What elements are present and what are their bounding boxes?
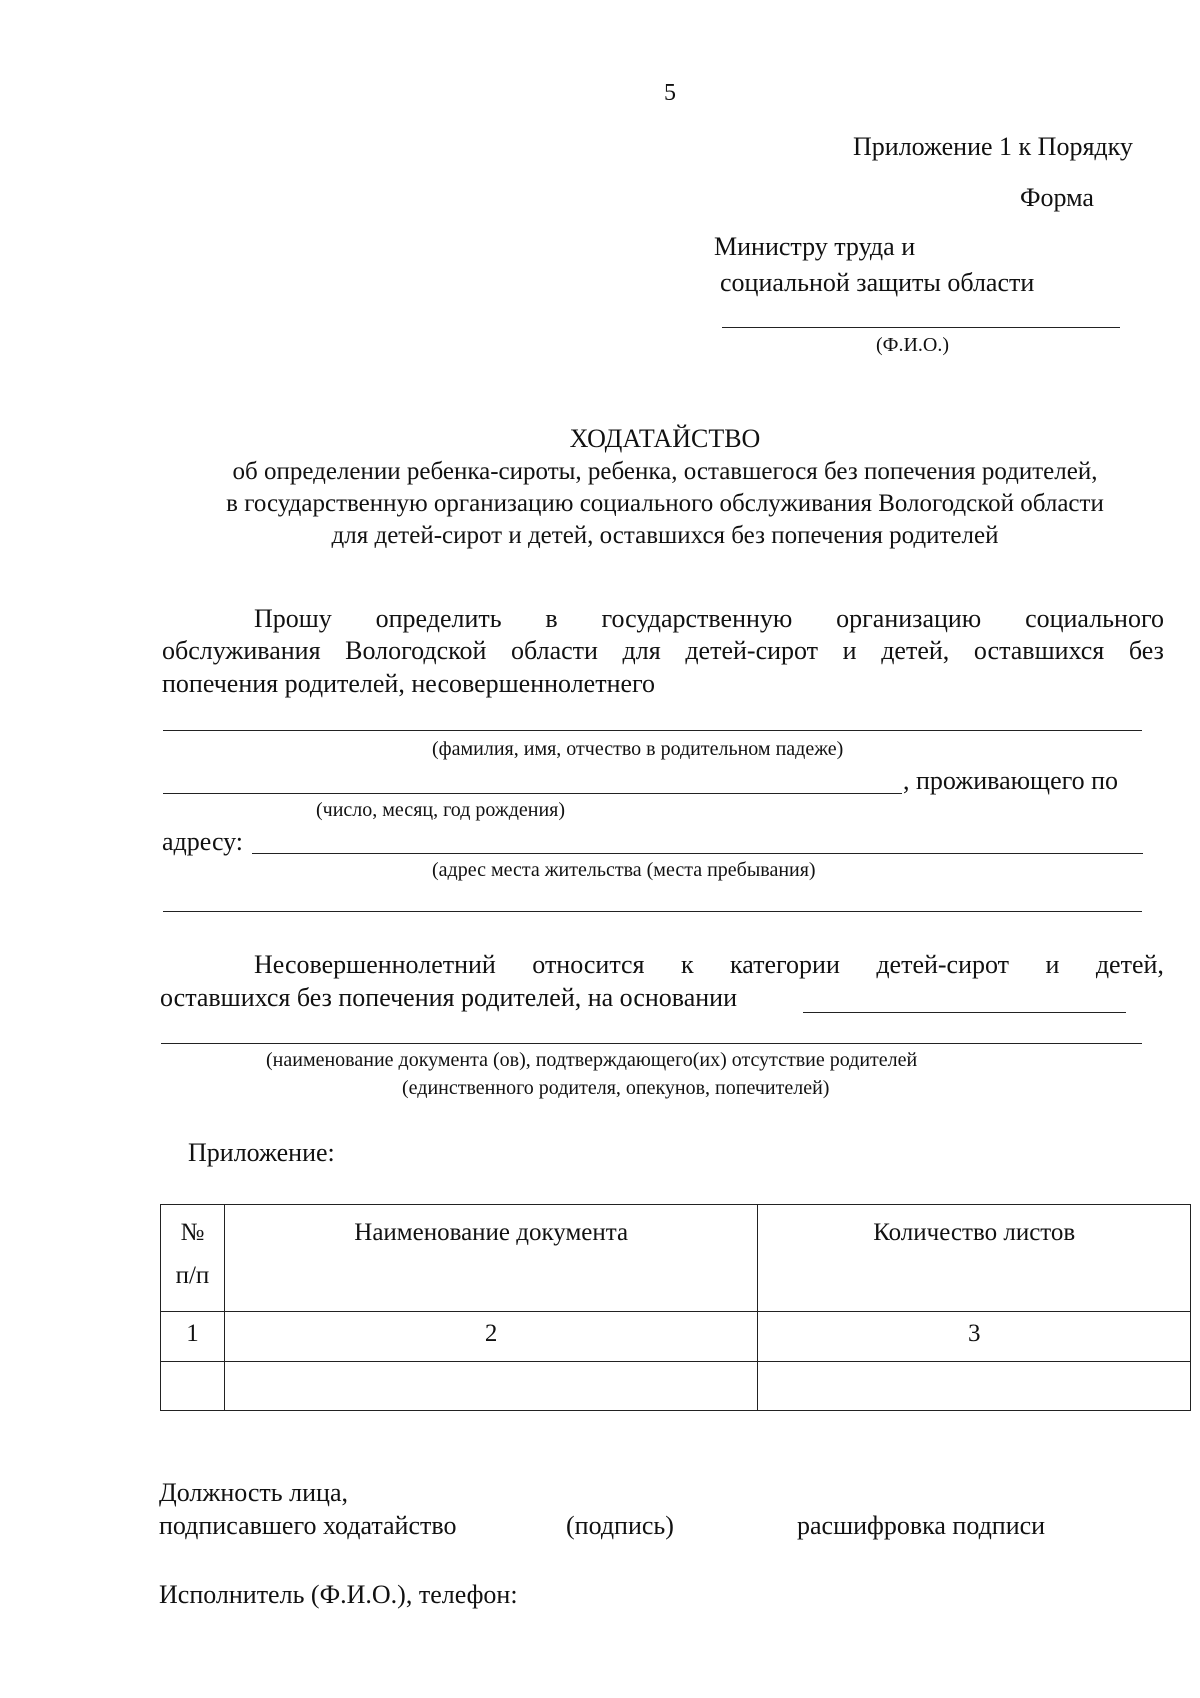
word: обслуживания — [162, 636, 321, 665]
basis-line-2[interactable] — [161, 1043, 1142, 1044]
table-cell: 3 — [758, 1312, 1191, 1362]
address-caption: (адрес места жительства (места пребывания) — [432, 859, 816, 881]
header-number-line-1: № — [180, 1219, 205, 1246]
executor-label: Исполнитель (Ф.И.О.), телефон: — [159, 1580, 518, 1609]
category-line-1 — [254, 950, 1164, 980]
signature-label: (подпись) — [566, 1511, 674, 1540]
word: в — [545, 604, 558, 633]
table-cell[interactable] — [224, 1362, 757, 1411]
table-row — [161, 1312, 1191, 1362]
basis-caption-line-1: (наименование документа (ов), подтверждающего(их) отсутствие родителей — [266, 1049, 918, 1071]
word: детей-сирот — [685, 636, 819, 665]
word: детей, — [1095, 950, 1164, 979]
header-number-line-2: п/п — [175, 1262, 210, 1289]
word: категории — [730, 950, 840, 979]
word: к — [680, 950, 694, 979]
header-sheet-count: Количество листов — [758, 1205, 1191, 1312]
table-cell[interactable] — [758, 1362, 1191, 1411]
table-cell: 1 — [161, 1312, 225, 1362]
birth-date-line[interactable] — [163, 793, 902, 794]
signer-position-line-1: Должность лица, — [159, 1478, 348, 1507]
subtitle-line-1: об определении ребенка-сироты, ребенка, оставшегося без попечения родителей, — [232, 458, 1098, 485]
word: Несовершеннолетний — [254, 950, 496, 979]
word: и — [842, 636, 857, 665]
request-line-1 — [254, 604, 1164, 634]
address-line[interactable] — [252, 853, 1143, 854]
signature-decode-label: расшифровка подписи — [797, 1511, 1046, 1540]
fio-caption: (Ф.И.О.) — [876, 334, 950, 356]
addressee-line-2: социальной защиты области — [720, 268, 1035, 297]
table-cell: 2 — [224, 1312, 757, 1362]
basis-caption-line-2: (единственного родителя, опекунов, попечителей) — [402, 1077, 830, 1099]
subtitle-line-2: в государственную организацию социального обслуживания Вологодской области — [226, 490, 1104, 517]
request-line-2 — [162, 636, 1164, 666]
table-header-row — [161, 1205, 1191, 1312]
signer-position-line-2: подписавшего ходатайство — [159, 1511, 457, 1540]
header-document-name: Наименование документа — [224, 1205, 757, 1312]
word: организацию — [836, 604, 982, 633]
word: для — [622, 636, 661, 665]
residing-label: , проживающего по — [903, 766, 1119, 795]
birth-date-caption: (число, месяц, год рождения) — [316, 799, 566, 821]
appendix-label: Приложение 1 к Порядку — [853, 132, 1133, 161]
word: Вологодской — [345, 636, 487, 665]
address-line-2[interactable] — [163, 911, 1142, 912]
document-title: ХОДАТАЙСТВО — [569, 424, 761, 453]
addressee-line-1: Министру труда и — [714, 232, 916, 261]
subtitle-line-3: для детей-сирот и детей, оставшихся без попечения родителей — [331, 522, 999, 549]
child-name-line[interactable] — [163, 730, 1142, 731]
word: области — [511, 636, 598, 665]
fio-line[interactable] — [722, 327, 1120, 328]
attachment-label: Приложение: — [188, 1138, 335, 1167]
category-line-2: оставшихся без попечения родителей, на основании — [160, 983, 738, 1012]
word: и — [1045, 950, 1060, 979]
word: Прошу — [254, 604, 332, 633]
form-label: Форма — [1020, 183, 1094, 212]
page-number: 5 — [664, 80, 676, 106]
child-name-caption: (фамилия, имя, отчество в родительном падеже) — [432, 738, 844, 760]
address-label: адресу: — [162, 827, 244, 856]
word: относится — [532, 950, 645, 979]
word: без — [1128, 636, 1164, 665]
request-line-3: попечения родителей, несовершеннолетнего — [162, 669, 656, 698]
word: оставшихся — [973, 636, 1105, 665]
word: определить — [375, 604, 502, 633]
basis-line[interactable] — [803, 1012, 1126, 1013]
table-cell[interactable] — [161, 1362, 225, 1411]
word: социального — [1025, 604, 1164, 633]
table-row — [161, 1362, 1191, 1411]
header-number — [161, 1205, 225, 1312]
word: детей-сирот — [876, 950, 1010, 979]
word: детей, — [881, 636, 950, 665]
word: государственную — [601, 604, 793, 633]
attachments-table — [160, 1204, 1191, 1411]
